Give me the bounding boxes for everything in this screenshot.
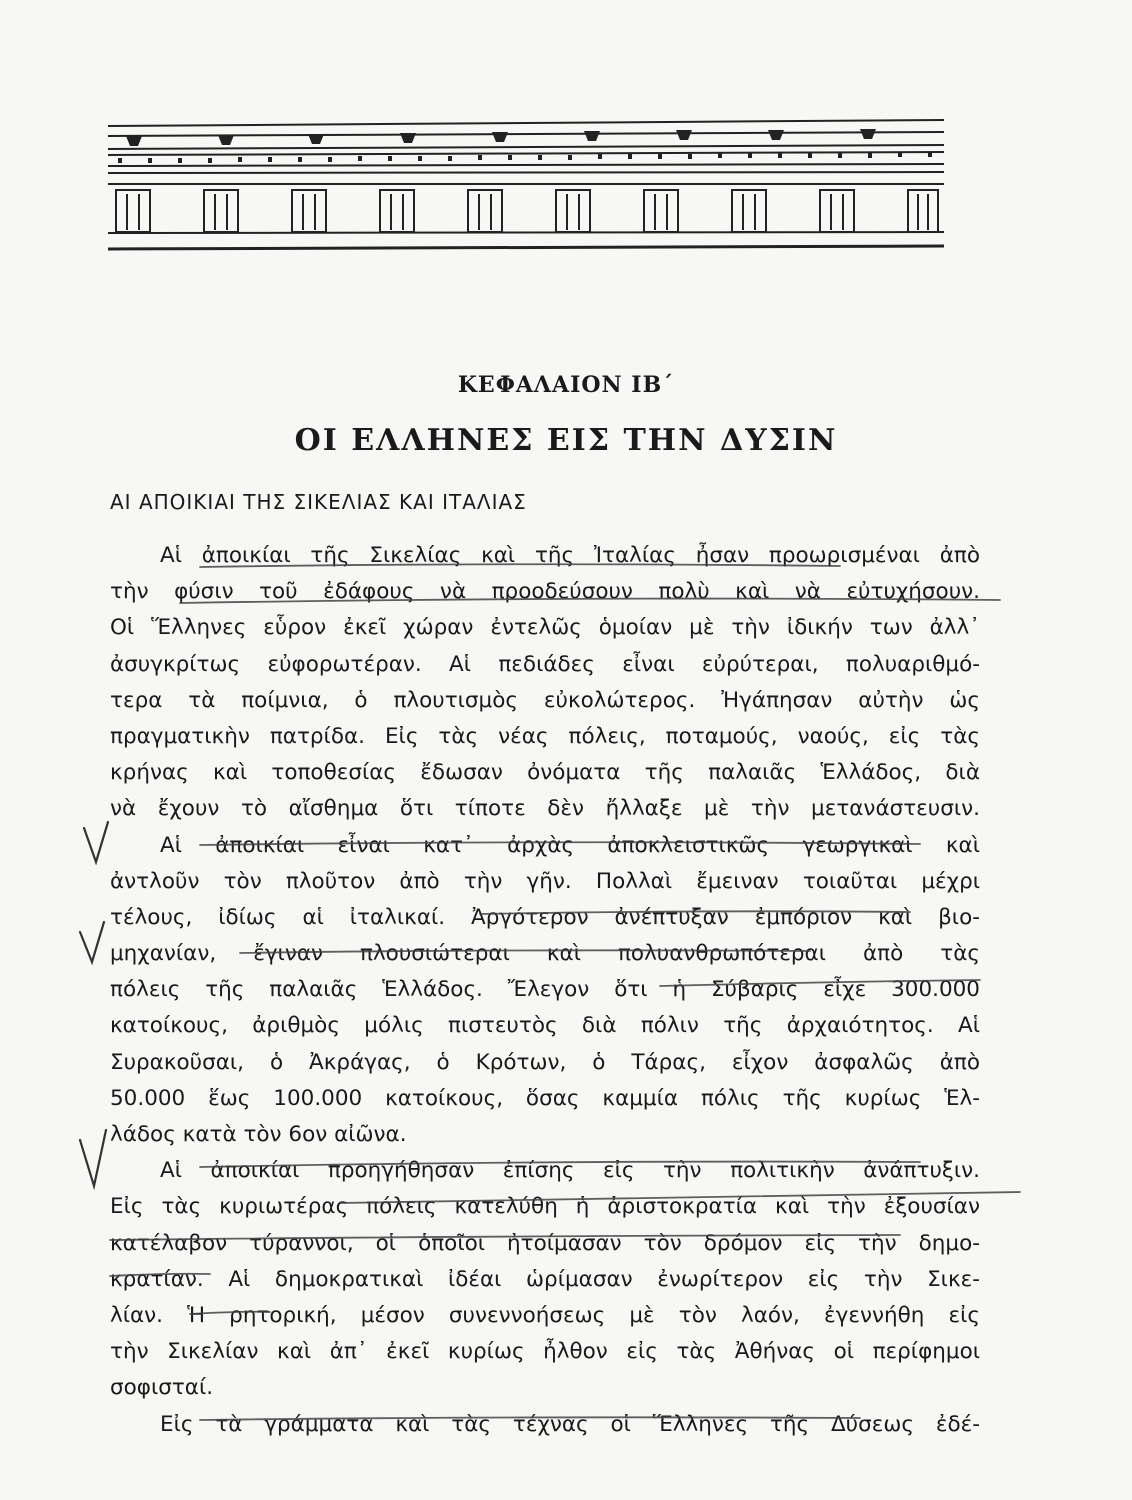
text-line: ἀσυγκρίτως εὐφορωτέραν. Αἱ πεδιάδες εἶναι εὐρύτεραι, πολυαριθμό- (110, 651, 980, 677)
doric-frieze-illustration (108, 118, 944, 258)
text-line: μηχανίαν, ἔγιναν πλουσιώτεραι καὶ πολυανθρωπότεραι ἀπὸ τὰς (110, 941, 980, 967)
text-line: πόλεις τῆς παλαιᾶς Ἑλλάδος. Ἔλεγον ὅτι ἡ Σύβαρις εἶχε 300.000 (110, 977, 980, 1003)
text-line: τέλους, ἰδίως αἱ ἰταλικαί. Ἀργότερον ἀνέπτυξαν ἐμπόριον καὶ βιο- (110, 904, 980, 930)
text-line: πραγματικὴν πατρίδα. Εἰς τὰς νέας πόλεις, ποταμούς, ναούς, εἰς τὰς (110, 723, 980, 749)
body-text (110, 538, 980, 1443)
check-mark-icon (80, 1130, 106, 1186)
text-line: τὴν φύσιν τοῦ ἐδάφους νὰ προοδεύσουν πολὺ καὶ νὰ εὐτυχήσουν. (110, 579, 980, 605)
text-line: τὴν Σικελίαν καὶ ἀπ᾽ ἐκεῖ κυρίως ἦλθον εἰς τὰς Ἀθήνας οἱ περίφημοι (110, 1339, 980, 1365)
text-line: λάδος κατὰ τὸν 6ον αἰῶνα. (110, 1122, 407, 1147)
chapter-number: ΚΕΦΑΛΑΙΟΝ ΙΒ΄ (457, 372, 675, 398)
text-line: Οἱ Ἕλληνες εὗρον ἐκεῖ χώραν ἐντελῶς ὁμοίαν μὲ τὴν ἰδικήν των ἀλλ᾽ (110, 615, 980, 641)
text-line: νὰ ἔχουν τὸ αἴσθημα ὅτι τίποτε δὲν ἤλλαξε μὲ τὴν μετανάστευσιν. (110, 796, 980, 822)
check-mark-icon (80, 922, 104, 962)
text-line: Αἱ ἀποικίαι εἶναι κατ᾽ ἀρχὰς ἀποκλειστικῶς γεωργικαὶ καὶ (160, 832, 980, 858)
section-heading: ΑΙ ΑΠΟΙΚΙΑΙ ΤΗΣ ΣΙΚΕΛΙΑΣ ΚΑΙ ΙΤΑΛΙΑΣ (110, 490, 527, 514)
text-line: λίαν. Ἡ ρητορική, μέσον συνεννοήσεως μὲ τὸν λαόν, ἐγεννήθη εἰς (110, 1302, 980, 1328)
text-line: ἀντλοῦν τὸν πλοῦτον ἀπὸ τὴν γῆν. Πολλαὶ ἔμειναν τοιαῦται μέχρι (110, 868, 980, 894)
chapter-title: ΟΙ ΕΛΛΗΝΕΣ ΕΙΣ ΤΗΝ ΔΥΣΙΝ (294, 423, 838, 458)
text-line: τερα τὰ ποίμνια, ὁ πλουτισμὸς εὐκολώτερος. Ἠγάπησαν αὐτὴν ὡς (110, 687, 980, 713)
text-line: Αἱ ἀποικίαι τῆς Σικελίας καὶ τῆς Ἰταλίας ἦσαν προωρισμέναι ἀπὸ (160, 543, 980, 568)
text-line: κρήνας καὶ τοποθεσίας ἔδωσαν ὀνόματα τῆς παλαιᾶς Ἑλλάδος, διὰ (110, 760, 980, 786)
text-line: σοφισταί. (110, 1375, 214, 1401)
text-line: Συρακοῦσαι, ὁ Ἀκράγας, ὁ Κρότων, ὁ Τάρας, εἶχον ἀσφαλῶς ἀπὸ (110, 1049, 980, 1075)
text-line: Αἱ ἀποικίαι προηγήθησαν ἐπίσης εἰς τὴν πολιτικὴν ἀνάπτυξιν. (160, 1158, 980, 1184)
check-mark-icon (84, 822, 108, 862)
text-line: 50.000 ἕως 100.000 κατοίκους, ὅσας καμμία πόλις τῆς κυρίως Ἑλ- (110, 1085, 980, 1111)
text-line: κατέλαβον τύραννοι, οἱ ὁποῖοι ἠτοίμασαν τὸν δρόμον εἰς τὴν δημο- (110, 1230, 980, 1256)
text-line: Εἰς τὰς κυριωτέρας πόλεις κατελύθη ἡ ἀριστοκρατία καὶ τὴν ἐξουσίαν (110, 1194, 980, 1220)
text-line: κατοίκους, ἀριθμὸς μόλις πιστευτὸς διὰ πόλιν τῆς ἀρχαιότητος. Αἱ (110, 1013, 980, 1039)
text-line: Εἰς τὰ γράμματα καὶ τὰς τέχνας οἱ Ἕλληνες τῆς Δύσεως ἐδέ- (160, 1411, 980, 1437)
text-line: κρατίαν. Αἱ δημοκρατικαὶ ἰδέαι ὡρίμασαν ἐνωρίτερον εἰς τὴν Σικε- (110, 1266, 980, 1292)
